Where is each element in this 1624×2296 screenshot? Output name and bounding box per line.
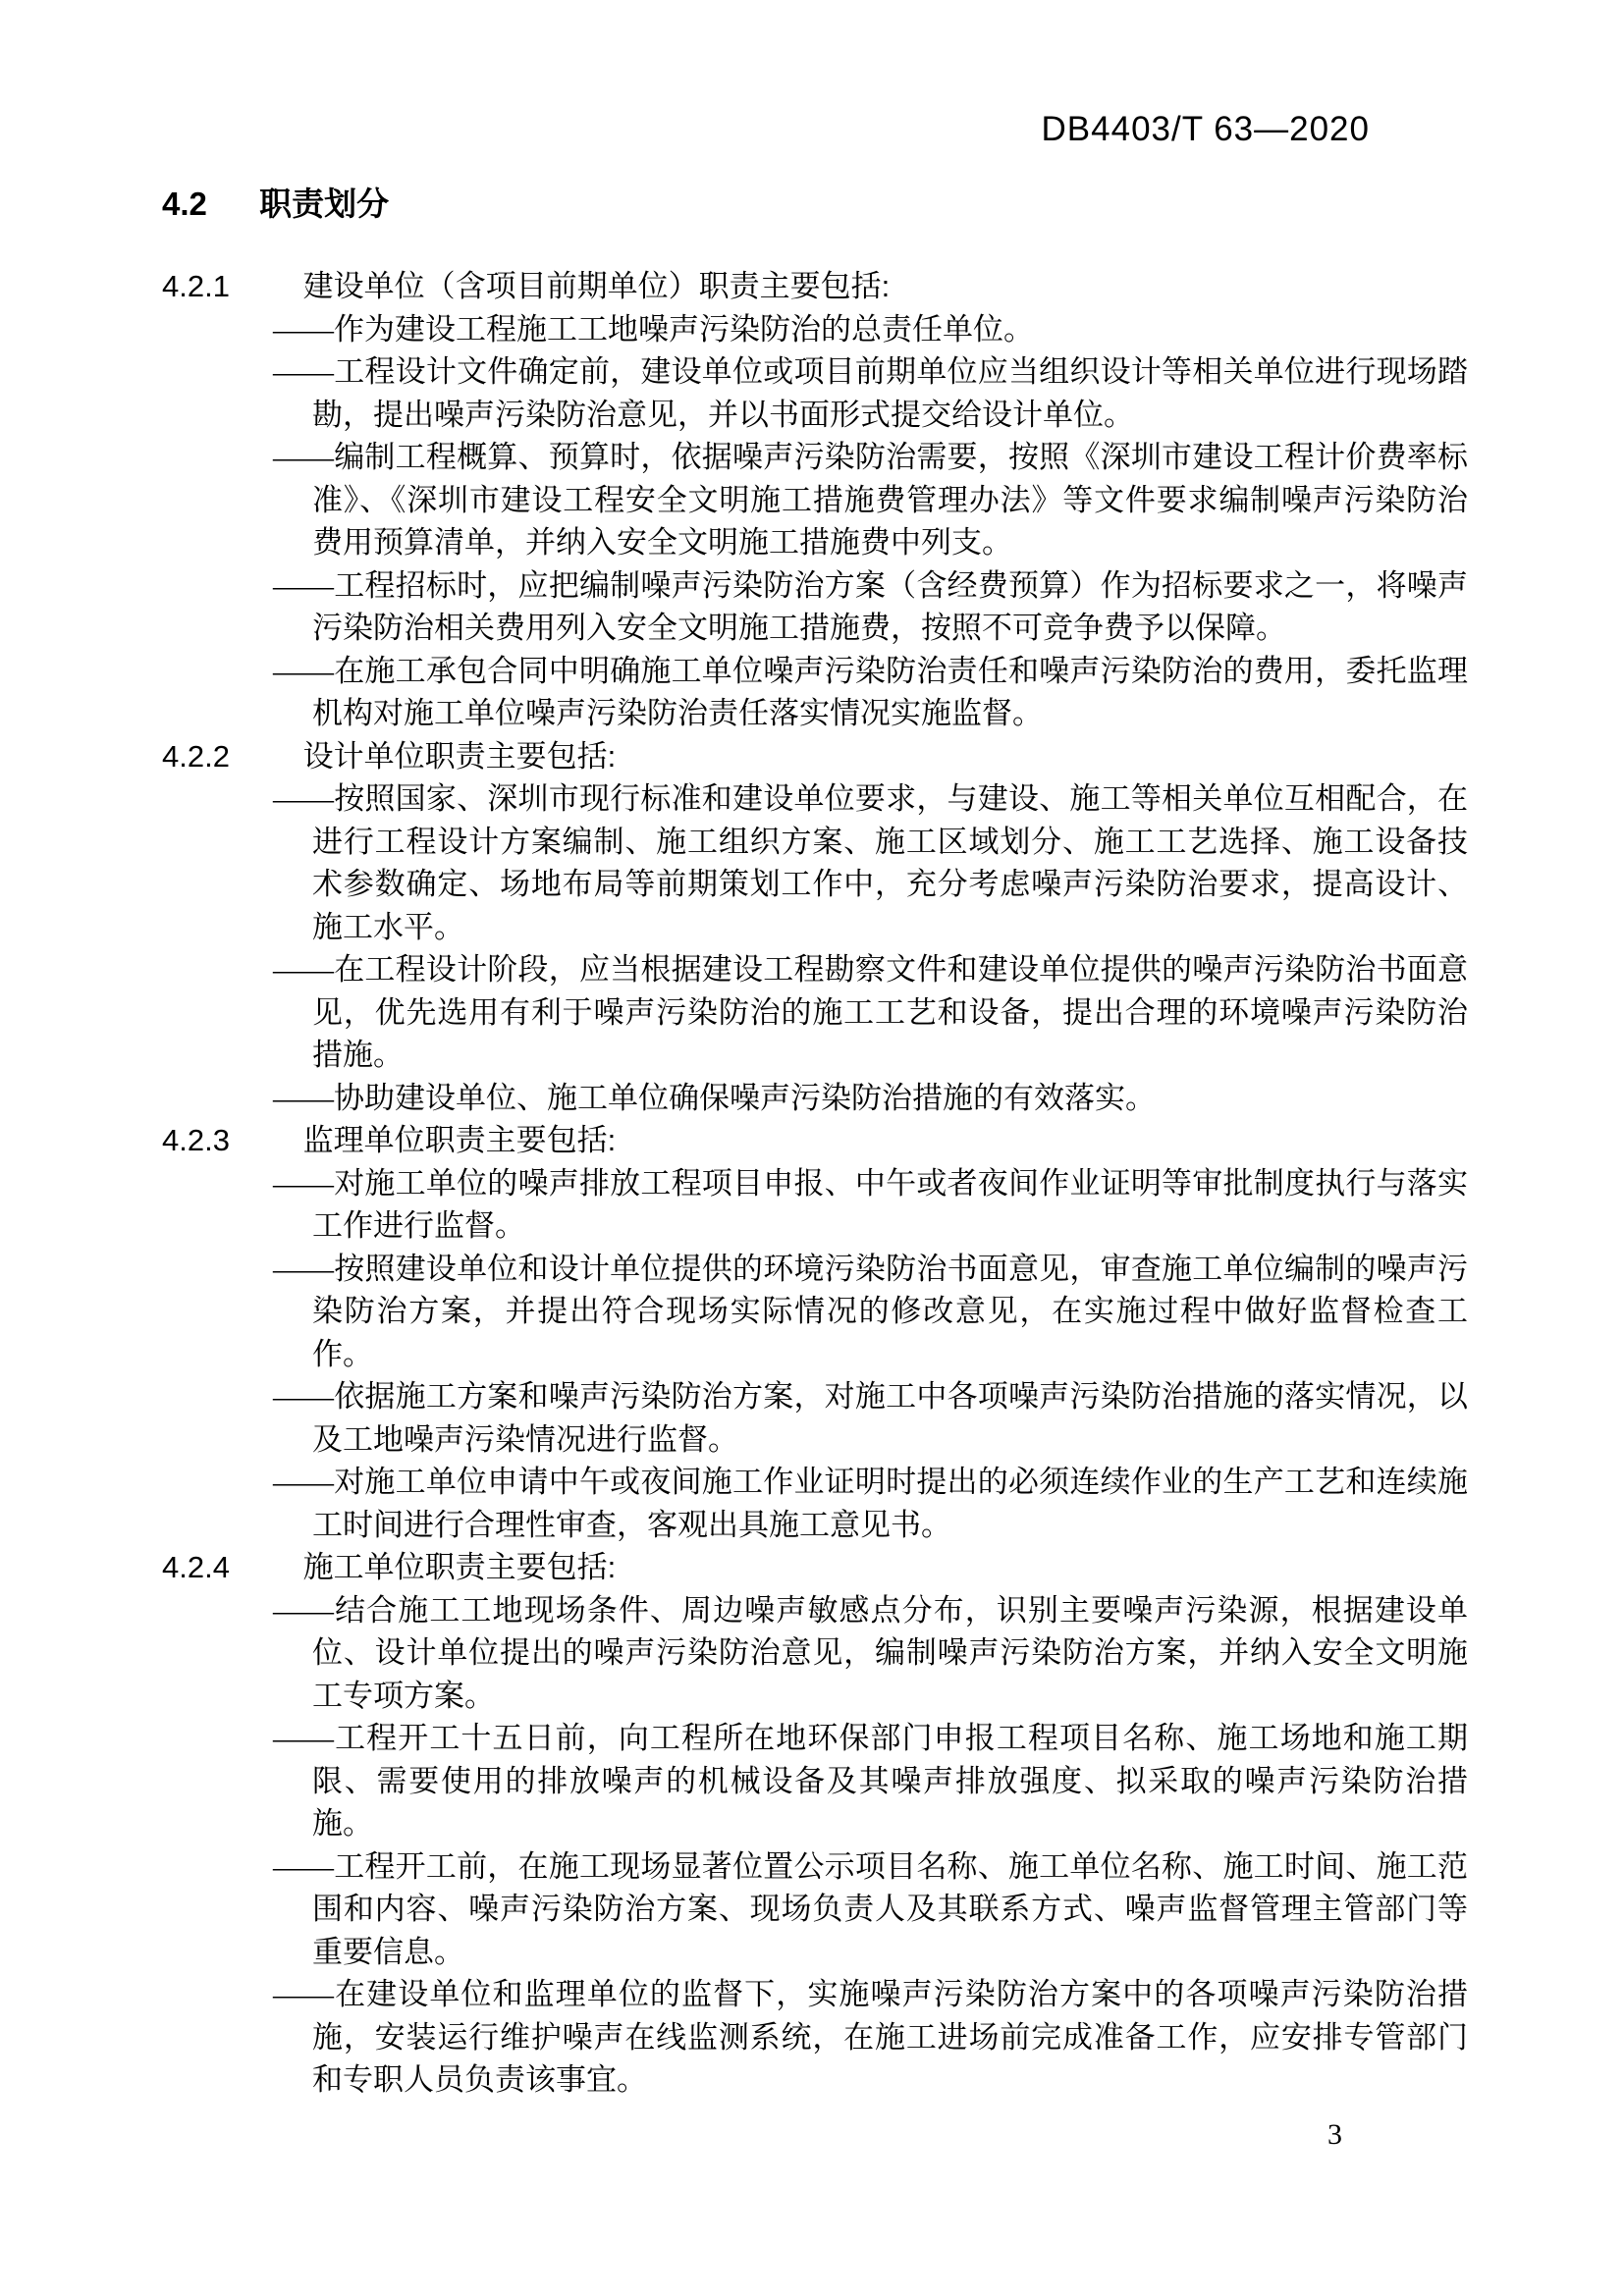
- dash-item: ——协助建设单位、施工单位确保噪声污染防治措施的有效落实。: [273, 1080, 1156, 1115]
- dash-item: ——在建设单位和监理单位的监督下，实施噪声污染防治方案中的各项噪声污染防治措施，安装运行维护噪声在线监测系统，在施工进场前完成准备工作，应安排专管部门和专职人员负责该事宜。: [273, 1977, 1468, 2097]
- clause-title: 设计单位职责主要包括:: [302, 738, 617, 774]
- clause: [162, 265, 1468, 735]
- section-number: 4.2: [162, 186, 207, 222]
- dash-item: ——依据施工方案和噪声污染防治方案，对施工中各项噪声污染防治措施的落实情况，以及工地噪声污染情况进行监督。: [273, 1379, 1468, 1457]
- clause-title: 监理单位职责主要包括:: [302, 1123, 617, 1157]
- clause-number: 4.2.1: [162, 269, 230, 303]
- dash-item: ——编制工程概算、预算时，依据噪声污染防治需要，按照《深圳市建设工程计价费率标准》、《深圳市建设工程安全文明施工措施费管理办法》等文件要求编制噪声污染防治费用预算清单，并纳入安全文明施工措施费中列支。: [273, 440, 1468, 560]
- doc-header: [0, 110, 1370, 149]
- clause: [162, 1546, 1468, 2102]
- clause-number: 4.2.2: [162, 738, 230, 774]
- document-content: [162, 183, 1468, 2102]
- section-title: 职责划分: [259, 186, 390, 222]
- clause-items: [162, 777, 1468, 1119]
- dash-item: ——工程设计文件确定前，建设单位或项目前期单位应当组织设计等相关单位进行现场踏勘，提出噪声污染防治意见，并以书面形式提交给设计单位。: [273, 354, 1468, 432]
- dash-item: ——对施工单位申请中午或夜间施工作业证明时提出的必须连续作业的生产工艺和连续施工时间进行合理性审查，客观出具施工意见书。: [273, 1465, 1468, 1542]
- dash-item: ——结合施工工地现场条件、周边噪声敏感点分布，识别主要噪声污染源，根据建设单位、设计单位提出的噪声污染防治意见，编制噪声污染防治方案，并纳入安全文明施工专项方案。: [273, 1592, 1468, 1713]
- clause: [162, 1119, 1468, 1546]
- clause-items: [162, 1162, 1468, 1547]
- page-number: 3: [1327, 2118, 1342, 2151]
- dash-item: ——按照国家、深圳市现行标准和建设单位要求，与建设、施工等相关单位互相配合，在进行工程设计方案编制、施工组织方案、施工区域划分、施工工艺选择、施工设备技术参数确定、场地布局等前期策划工作中，充分考虑噪声污染防治要求，提高设计、施工水平。: [273, 781, 1468, 944]
- dash-item: ——工程开工前，在施工现场显著位置公示项目名称、施工单位名称、施工时间、施工范围和内容、噪声污染防治方案、现场负责人及其联系方式、噪声监督管理主管部门等重要信息。: [273, 1848, 1468, 1969]
- clause: [162, 735, 1468, 1120]
- clause-number: 4.2.4: [162, 1550, 230, 1584]
- clause-list: [162, 265, 1468, 2102]
- clause-heading: [162, 735, 1468, 778]
- clause-items: [162, 308, 1468, 735]
- dash-item: ——工程开工十五日前，向工程所在地环保部门申报工程项目名称、施工场地和施工期限、需要使用的排放噪声的机械设备及其噪声排放强度、拟采取的噪声污染防治措施。: [273, 1721, 1468, 1841]
- section-heading: [162, 183, 1468, 226]
- dash-item: ——在工程设计阶段，应当根据建设工程勘察文件和建设单位提供的噪声污染防治书面意见，优先选用有利于噪声污染防治的施工工艺和设备，提出合理的环境噪声污染防治措施。: [273, 952, 1468, 1072]
- clause-heading: [162, 1119, 1468, 1162]
- dash-item: ——工程招标时，应把编制噪声污染防治方案（含经费预算）作为招标要求之一，将噪声污染防治相关费用列入安全文明施工措施费，按照不可竞争费予以保障。: [273, 567, 1468, 645]
- dash-item: ——按照建设单位和设计单位提供的环境污染防治书面意见，审查施工单位编制的噪声污染防治方案，并提出符合现场实际情况的修改意见，在实施过程中做好监督检查工作。: [273, 1251, 1468, 1371]
- clause-number: 4.2.3: [162, 1123, 230, 1157]
- clause-title: 施工单位职责主要包括:: [302, 1550, 617, 1584]
- dash-item: ——作为建设工程施工工地噪声污染防治的总责任单位。: [273, 311, 1034, 347]
- clause-items: [162, 1589, 1468, 2102]
- page-footer: [1327, 2118, 1342, 2152]
- dash-item: ——在施工承包合同中明确施工单位噪声污染防治责任和噪声污染防治的费用，委托监理机构对施工单位噪声污染防治责任落实情况实施监督。: [273, 653, 1468, 730]
- clause-heading: [162, 1546, 1468, 1589]
- doc-code: DB4403/T 63—2020: [1041, 110, 1370, 148]
- clause-title: 建设单位（含项目前期单位）职责主要包括:: [302, 269, 891, 303]
- clause-heading: [162, 265, 1468, 308]
- dash-item: ——对施工单位的噪声排放工程项目申报、中午或者夜间作业证明等审批制度执行与落实工作进行监督。: [273, 1165, 1468, 1243]
